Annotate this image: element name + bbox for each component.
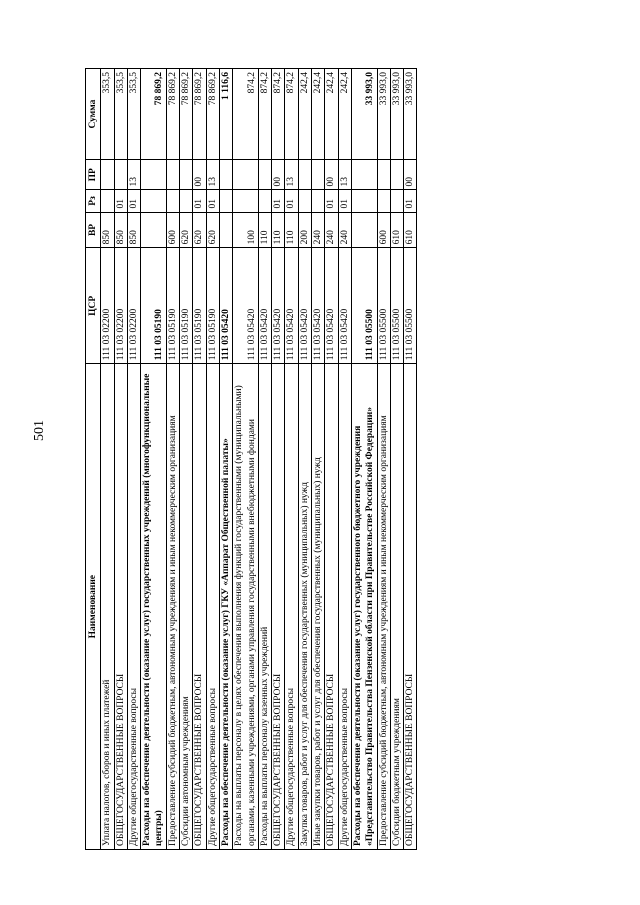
cell-pr (377, 160, 390, 190)
cell-vr: 600 (166, 212, 179, 248)
cell-pr (312, 160, 325, 190)
header-csr: ЦСР (86, 248, 101, 364)
cell-rz (101, 190, 114, 212)
cell-csr: 111 03 05190 (193, 248, 206, 364)
cell-csr: 111 03 05420 (338, 248, 351, 364)
cell-pr: 00 (325, 160, 338, 190)
cell-vr (141, 212, 167, 248)
cell-sum: 242,4 (338, 69, 351, 160)
cell-name: Другие общегосударственные вопросы (206, 364, 219, 850)
cell-sum: 33 993,0 (377, 69, 390, 160)
cell-sum: 242,4 (298, 69, 311, 160)
table-row (258, 69, 271, 850)
table-row (114, 69, 127, 850)
cell-pr: 00 (193, 160, 206, 190)
cell-sum: 874,2 (233, 69, 259, 160)
header-vr: ВР (86, 212, 101, 248)
cell-csr: 111 03 05500 (404, 248, 417, 364)
cell-sum: 78 869,2 (166, 69, 179, 160)
cell-sum: 242,4 (312, 69, 325, 160)
table-row (312, 69, 325, 850)
table-row (390, 69, 403, 850)
cell-sum: 33 993,0 (390, 69, 403, 160)
cell-pr (298, 160, 311, 190)
cell-vr: 620 (180, 212, 193, 248)
cell-name: Расходы на обеспечение деятельности (оказание услуг) государственных учреждений (многофункциональные центры) (141, 364, 167, 850)
cell-sum: 33 993,0 (404, 69, 417, 160)
cell-rz: 01 (272, 190, 285, 212)
table-body (101, 69, 417, 850)
cell-vr: 620 (206, 212, 219, 248)
cell-rz: 01 (127, 190, 140, 212)
cell-vr: 110 (258, 212, 271, 248)
cell-csr: 111 03 05420 (233, 248, 259, 364)
table-row (206, 69, 219, 850)
cell-sum: 78 869,2 (180, 69, 193, 160)
cell-csr: 111 03 05190 (166, 248, 179, 364)
cell-pr (166, 160, 179, 190)
cell-sum: 1 116,6 (219, 69, 232, 160)
table-row (141, 69, 167, 850)
table-row (272, 69, 285, 850)
cell-rz: 01 (285, 190, 298, 212)
page-number: 501 (32, 420, 47, 441)
cell-name: Предоставление субсидий бюджетным, автономным учреждениям и иным некоммерческим организациям (377, 364, 390, 850)
cell-name: Иные закупки товаров, работ и услуг для обеспечения государственных (муниципальных) нужд (312, 364, 325, 850)
cell-pr (180, 160, 193, 190)
cell-pr (390, 160, 403, 190)
cell-rz (258, 190, 271, 212)
cell-csr: 111 03 05190 (206, 248, 219, 364)
cell-rz (390, 190, 403, 212)
cell-vr (351, 212, 377, 248)
table-row (325, 69, 338, 850)
table-header-row (86, 69, 101, 850)
table-row (180, 69, 193, 850)
cell-pr: 13 (206, 160, 219, 190)
cell-vr: 100 (233, 212, 259, 248)
cell-rz: 01 (193, 190, 206, 212)
table-row (377, 69, 390, 850)
cell-csr: 111 03 05190 (180, 248, 193, 364)
cell-name: Другие общегосударственные вопросы (127, 364, 140, 850)
cell-vr: 850 (127, 212, 140, 248)
cell-csr: 111 03 05420 (285, 248, 298, 364)
cell-name: ОБЩЕГОСУДАРСТВЕННЫЕ ВОПРОСЫ (404, 364, 417, 850)
cell-pr (141, 160, 167, 190)
cell-name: Другие общегосударственные вопросы (285, 364, 298, 850)
cell-csr: 111 03 05420 (312, 248, 325, 364)
cell-sum: 353,5 (114, 69, 127, 160)
header-sum: Сумма (86, 69, 101, 160)
cell-rz: 01 (206, 190, 219, 212)
cell-vr: 610 (390, 212, 403, 248)
cell-csr: 111 03 02200 (127, 248, 140, 364)
cell-sum: 874,2 (272, 69, 285, 160)
table-row (404, 69, 417, 850)
cell-csr: 111 03 02200 (101, 248, 114, 364)
table-row (101, 69, 114, 850)
cell-vr: 110 (272, 212, 285, 248)
cell-rz: 01 (114, 190, 127, 212)
cell-vr: 110 (285, 212, 298, 248)
cell-rz: 01 (325, 190, 338, 212)
cell-sum: 874,2 (258, 69, 271, 160)
table-row (127, 69, 140, 850)
table-row (193, 69, 206, 850)
cell-name: Расходы на выплаты персоналу в целях обеспечения выполнения функций государственными (муниципальными) органами, казенными учреждениями, органами управления государственными внебюджетными фондами (233, 364, 259, 850)
cell-vr: 610 (404, 212, 417, 248)
cell-sum: 33 993,0 (351, 69, 377, 160)
cell-rz (351, 190, 377, 212)
cell-csr: 111 03 05500 (351, 248, 377, 364)
cell-csr: 111 03 05500 (390, 248, 403, 364)
cell-name: Другие общегосударственные вопросы (338, 364, 351, 850)
cell-pr (101, 160, 114, 190)
cell-csr: 111 03 05420 (272, 248, 285, 364)
cell-pr: 13 (285, 160, 298, 190)
cell-sum: 78 869,2 (193, 69, 206, 160)
cell-sum: 353,5 (101, 69, 114, 160)
cell-pr (233, 160, 259, 190)
cell-vr: 600 (377, 212, 390, 248)
table-row (219, 69, 232, 850)
cell-vr: 620 (193, 212, 206, 248)
cell-sum: 78 869,2 (206, 69, 219, 160)
cell-csr: 111 03 05420 (219, 248, 232, 364)
cell-rz (141, 190, 167, 212)
cell-csr: 111 03 05420 (258, 248, 271, 364)
header-pr: ПР (86, 160, 101, 190)
table-row (285, 69, 298, 850)
table-row (351, 69, 377, 850)
cell-name: Предоставление субсидий бюджетным, автономным учреждениям и иным некоммерческим организациям (166, 364, 179, 850)
cell-pr (219, 160, 232, 190)
cell-name: Расходы на обеспечение деятельности (оказание услуг) государственного бюджетного учреждения «Представительство Правительства Пензенской области при Правительстве Российской Федерации» (351, 364, 377, 850)
cell-vr: 850 (114, 212, 127, 248)
header-name: Наименование (86, 364, 101, 850)
cell-pr (258, 160, 271, 190)
cell-pr: 00 (272, 160, 285, 190)
cell-rz (298, 190, 311, 212)
cell-sum: 78 869,2 (141, 69, 167, 160)
cell-pr: 00 (404, 160, 417, 190)
cell-name: ОБЩЕГОСУДАРСТВЕННЫЕ ВОПРОСЫ (114, 364, 127, 850)
cell-rz (180, 190, 193, 212)
cell-csr: 111 03 05420 (298, 248, 311, 364)
cell-csr: 111 03 02200 (114, 248, 127, 364)
cell-pr: 13 (338, 160, 351, 190)
cell-sum: 874,2 (285, 69, 298, 160)
budget-table (85, 68, 417, 850)
cell-rz: 01 (338, 190, 351, 212)
cell-name: Расходы на выплаты персоналу казенных учреждений (258, 364, 271, 850)
cell-vr: 200 (298, 212, 311, 248)
cell-vr: 240 (325, 212, 338, 248)
cell-name: Уплата налогов, сборов и иных платежей (101, 364, 114, 850)
cell-name: ОБЩЕГОСУДАРСТВЕННЫЕ ВОПРОСЫ (272, 364, 285, 850)
cell-rz (166, 190, 179, 212)
cell-rz: 01 (404, 190, 417, 212)
table-row (338, 69, 351, 850)
header-rz: Рз (86, 190, 101, 212)
cell-name: ОБЩЕГОСУДАРСТВЕННЫЕ ВОПРОСЫ (325, 364, 338, 850)
cell-vr: 850 (101, 212, 114, 248)
cell-rz (312, 190, 325, 212)
table-row (233, 69, 259, 850)
cell-sum: 242,4 (325, 69, 338, 160)
cell-pr (114, 160, 127, 190)
cell-vr (219, 212, 232, 248)
cell-pr: 13 (127, 160, 140, 190)
table-row (298, 69, 311, 850)
cell-rz (233, 190, 259, 212)
cell-rz (219, 190, 232, 212)
cell-name: Закупка товаров, работ и услуг для обеспечения государственных (муниципальных) нужд (298, 364, 311, 850)
budget-table-container (85, 68, 417, 850)
cell-name: ОБЩЕГОСУДАРСТВЕННЫЕ ВОПРОСЫ (193, 364, 206, 850)
cell-name: Расходы на обеспечение деятельности (оказание услуг) ГКУ «Аппарат Общественной палаты» (219, 364, 232, 850)
cell-vr: 240 (338, 212, 351, 248)
cell-sum: 353,5 (127, 69, 140, 160)
cell-csr: 111 03 05420 (325, 248, 338, 364)
cell-csr: 111 03 05190 (141, 248, 167, 364)
table-row (166, 69, 179, 850)
cell-pr (351, 160, 377, 190)
cell-name: Субсидии бюджетным учреждениям (390, 364, 403, 850)
cell-csr: 111 03 05500 (377, 248, 390, 364)
cell-vr: 240 (312, 212, 325, 248)
cell-name: Субсидии автономным учреждениям (180, 364, 193, 850)
cell-rz (377, 190, 390, 212)
